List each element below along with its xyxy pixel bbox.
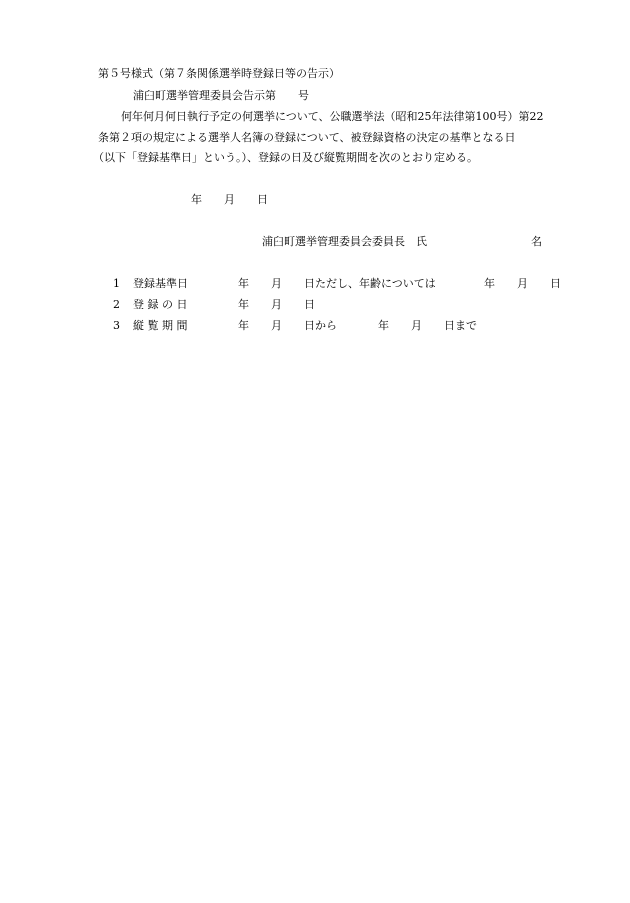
form-title: 第５号様式（第７条関係選挙時登録日等の告示）: [98, 67, 340, 80]
body-line-2: 条第２項の規定による選挙人名簿の登録について、被登録資格の決定の基準となる日: [98, 131, 516, 144]
item-date: 年 月 日ただし、年齢については: [238, 277, 436, 290]
item-label: 縦 覧 期 間: [133, 319, 188, 332]
item-date-secondary: 年 月 日まで: [378, 319, 477, 332]
item-number: 1: [113, 277, 120, 290]
body-line-3: （以下「登録基準日」という。）、登録の日及び縦覧期間を次のとおり定める。: [93, 151, 478, 164]
notice-date: 年 月 日: [191, 193, 268, 206]
signatory-name-suffix: 名: [531, 235, 542, 248]
item-label: 登 録 の 日: [133, 298, 188, 311]
item-date: 年 月 日: [238, 298, 315, 311]
item-date-secondary: 年 月 日: [484, 277, 561, 290]
item-number: 3: [113, 319, 120, 332]
body-line-1: 何年何月何日執行予定の何選挙について、公職選挙法（昭和25年法律第100号）第22: [121, 110, 544, 123]
notice-number: 浦臼町選挙管理委員会告示第 号: [133, 89, 309, 102]
item-date: 年 月 日から: [238, 319, 337, 332]
signatory-title: 浦臼町選挙管理委員会委員長 氏: [262, 235, 427, 248]
item-label: 登録基準日: [133, 277, 188, 290]
item-number: 2: [113, 298, 120, 311]
